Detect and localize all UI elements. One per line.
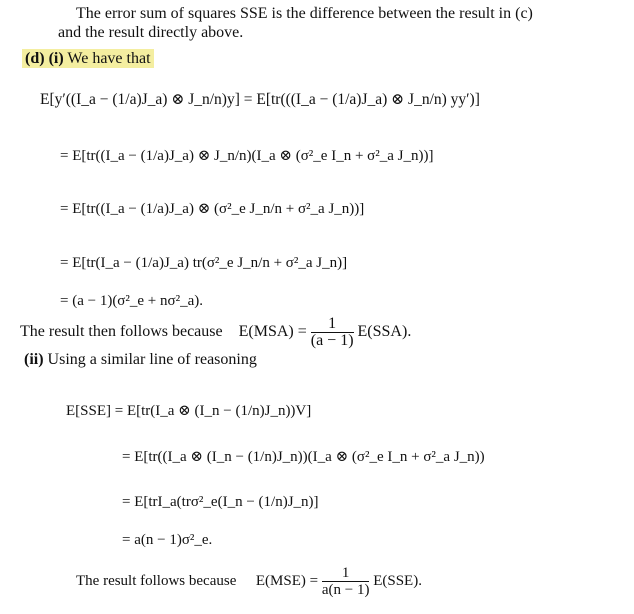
part-ii-heading <box>24 350 257 370</box>
equation-3: = E[tr((I_a − (1/a)J_a) ⊗ (σ²_e J_n/n + σ²_a J_n))] <box>60 201 365 217</box>
follows-ii-numerator: 1 <box>322 565 370 582</box>
follows-i-rhs: E(SSA). <box>357 323 412 341</box>
follows-ii-rhs: E(SSE). <box>373 572 422 589</box>
follows-i-numerator: 1 <box>311 316 354 333</box>
sub-i-label: (i) <box>48 50 64 67</box>
follows-ii-denominator: a(n − 1) <box>321 582 370 598</box>
follows-ii-text: The result follows because <box>76 572 237 589</box>
follows-i-denominator: (a − 1) <box>310 332 354 349</box>
equation-1: E[y′((I_a − (1/a)J_a) ⊗ J_n/n)y] = E[tr(((I_a − (1/a)J_a) ⊗ J_n/n) yy′)] <box>40 91 480 108</box>
sub-ii-label: (ii) <box>24 351 44 368</box>
part-d-label: (d) <box>25 50 45 67</box>
part-d-highlight <box>22 49 154 68</box>
follows-i-lhs: E(MSA) = <box>238 323 307 341</box>
equation-4: = E[tr(I_a − (1/a)J_a) tr(σ²_e J_n/n + σ²_a J_n)] <box>60 255 348 271</box>
follows-i-fraction <box>311 316 354 349</box>
lead-ii-text: Using a similar line of reasoning <box>47 351 257 368</box>
part-d-heading <box>22 49 154 69</box>
follows-i-text: The result then follows because <box>20 323 223 341</box>
equation-8: = E[trI_a(trσ²_e(I_n − (1/n)J_n)] <box>122 494 319 510</box>
intro-line-2: and the result directly above. <box>58 24 244 41</box>
equation-5: = (a − 1)(σ²_e + nσ²_a). <box>60 293 203 309</box>
intro-line-1: The error sum of squares SSE is the difference between the result in (c) <box>76 5 533 22</box>
follows-ii-line <box>76 565 422 598</box>
equation-2: = E[tr((I_a − (1/a)J_a) ⊗ J_n/n)(I_a ⊗ (σ²_e I_n + σ²_a J_n))] <box>60 148 434 164</box>
follows-i-line <box>20 316 411 349</box>
follows-ii-lhs: E(MSE) = <box>255 572 319 589</box>
equation-6: E[SSE] = E[tr(I_a ⊗ (I_n − (1/n)J_n))V] <box>66 403 312 419</box>
equation-7: = E[tr((I_a ⊗ (I_n − (1/n)J_n))(I_a ⊗ (σ²_e I_n + σ²_a J_n)) <box>122 449 485 465</box>
follows-ii-fraction <box>322 565 370 598</box>
lead-text: We have that <box>67 50 151 67</box>
equation-9: = a(n − 1)σ²_e. <box>122 532 213 548</box>
